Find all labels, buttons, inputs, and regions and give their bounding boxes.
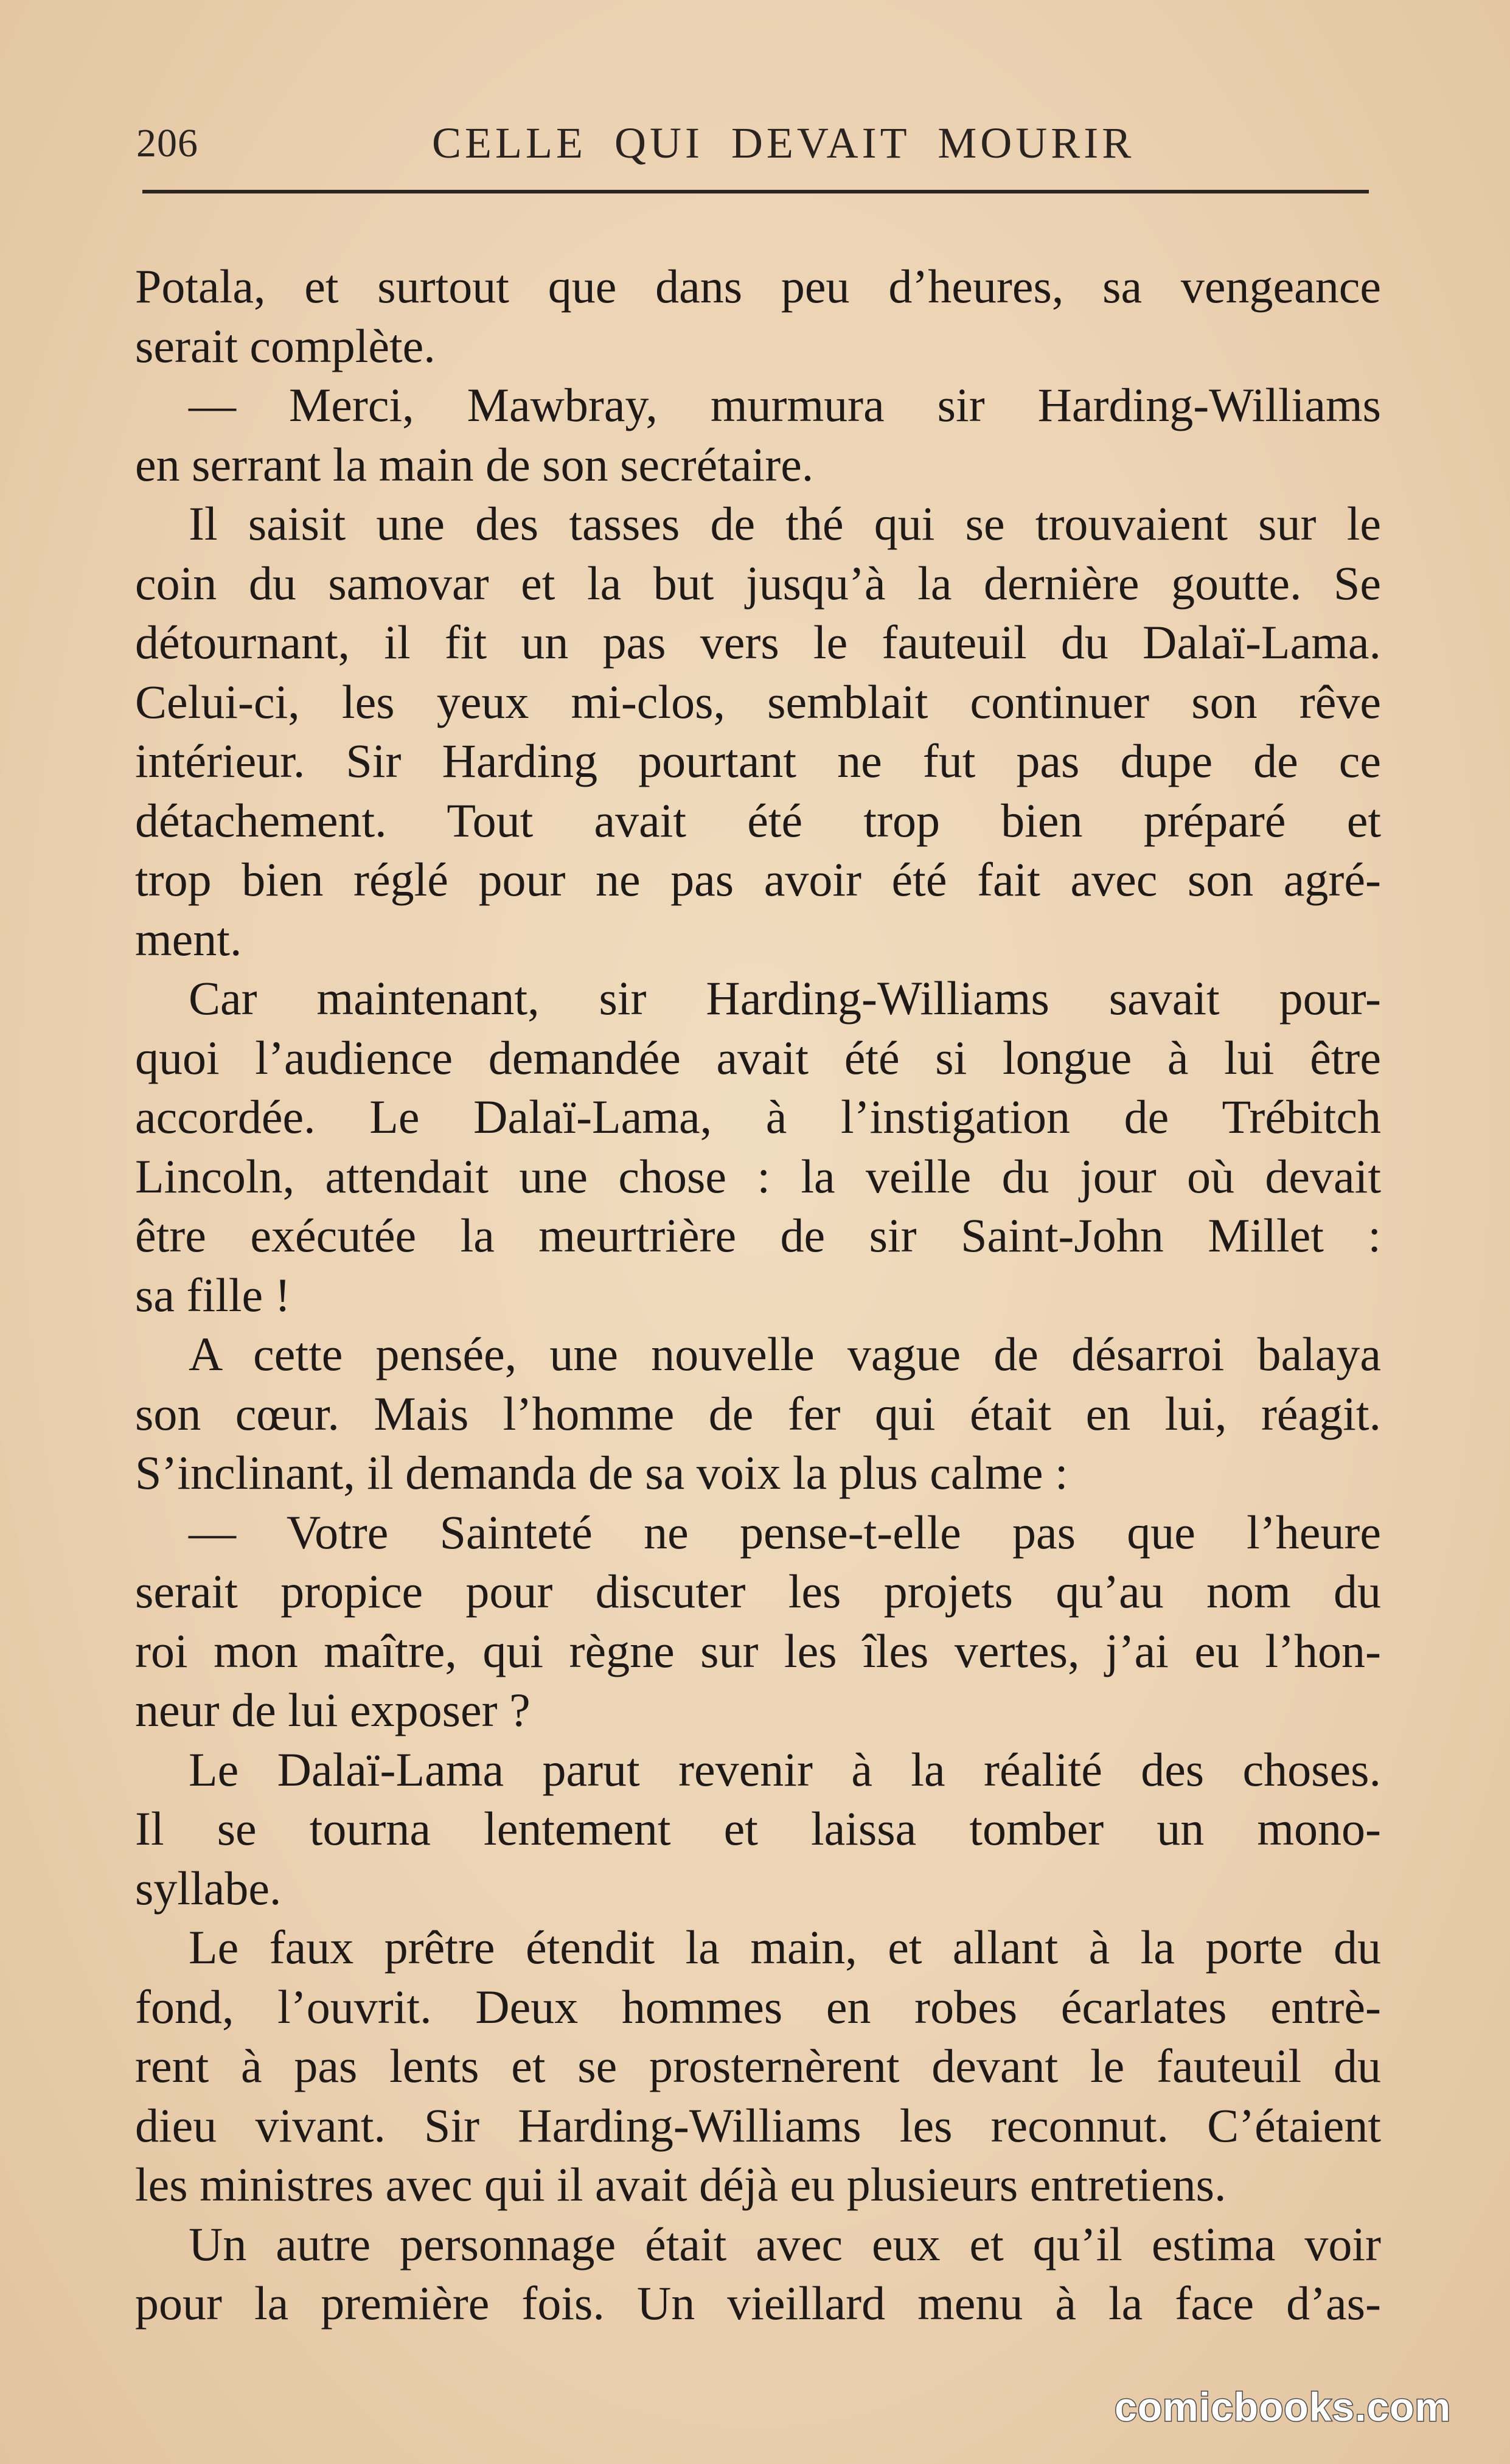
text-line: Le Dalaï-Lama parut revenir à la réalité des choses. — [189, 1742, 1381, 1796]
text-line: intérieur. Sir Harding pourtant ne fut pas dupe de ce — [135, 734, 1381, 787]
text-line: neur de lui exposer ? — [135, 1683, 531, 1736]
text-line: rent à pas lents et se prosternèrent devant le fauteuil du — [135, 2039, 1381, 2092]
text-line: A cette pensée, une nouvelle vague de désarroi balaya — [189, 1328, 1381, 1380]
text-line: S’inclinant, il demanda de sa voix la plus calme : — [135, 1446, 1068, 1499]
text-line: en serrant la main de son secrétaire. — [135, 437, 814, 491]
text-line: — Merci, Mawbray, murmura sir Harding-Williams — [189, 378, 1381, 431]
text-line: serait propice pour discuter les projets qu’au nom du — [135, 1565, 1381, 1618]
text-line: Il saisit une des tasses de thé qui se trouvaient sur le — [189, 497, 1381, 550]
text-line: syllabe. — [135, 1861, 282, 1915]
text-line: détachement. Tout avait été trop bien préparé et — [135, 793, 1381, 847]
page-number: 206 — [136, 121, 198, 165]
text-line: coin du samovar et la but jusqu’à la dernière goutte. Se — [135, 556, 1381, 610]
text-line: pour la première fois. Un vieillard menu à la face d’as- — [135, 2277, 1381, 2330]
running-title: CELLE QUI DEVAIT MOURIR — [432, 119, 1135, 167]
text-line: Car maintenant, sir Harding-Williams savait pour- — [189, 972, 1381, 1025]
text-line: détournant, il fit un pas vers le fauteuil du Dalaï-Lama. — [135, 616, 1381, 669]
text-line: dieu vivant. Sir Harding-Williams les reconnut. C’étaient — [135, 2098, 1381, 2152]
text-line: Le faux prêtre étendit la main, et allant à la porte du — [189, 1921, 1381, 1974]
body-text — [135, 257, 1381, 2333]
text-line: Potala, et surtout que dans peu d’heures, sa vengeance — [135, 260, 1381, 313]
text-line: quoi l’audience demandée avait été si longue à lui être — [135, 1031, 1381, 1084]
text-line: ment. — [135, 912, 242, 966]
text-line: roi mon maître, qui règne sur les îles vertes, j’ai eu l’hon- — [135, 1624, 1381, 1677]
text-line: son cœur. Mais l’homme de fer qui était en lui, réagit. — [135, 1387, 1381, 1440]
watermark: comicbooks.com — [1115, 2384, 1452, 2429]
text-line: serait complète. — [135, 319, 436, 372]
text-line: fond, l’ouvrit. Deux hommes en robes écarlates entrè- — [135, 1980, 1381, 2033]
header-rule — [142, 190, 1369, 193]
text-line: — Votre Sainteté ne pense-t-elle pas que l’heure — [189, 1505, 1381, 1559]
text-line: trop bien réglé pour ne pas avoir été fait avec son agré- — [135, 853, 1381, 906]
text-line: Il se tourna lentement et laissa tomber un mono- — [135, 1802, 1381, 1855]
text-line: sa fille ! — [135, 1268, 291, 1321]
text-line: Un autre personnage était avec eux et qu’il estima voir — [189, 2217, 1381, 2271]
page-header — [134, 116, 1369, 170]
text-line: être exécutée la meurtrière de sir Saint-John Millet : — [135, 1209, 1381, 1262]
text-line: accordée. Le Dalaï-Lama, à l’instigation de Trébitch — [135, 1090, 1381, 1143]
text-line: Celui-ci, les yeux mi-clos, semblait continuer son rêve — [135, 675, 1381, 728]
text-line: Lincoln, attendait une chose : la veille du jour où devait — [135, 1149, 1381, 1203]
text-line: les ministres avec qui il avait déjà eu plusieurs entretiens. — [135, 2158, 1226, 2211]
